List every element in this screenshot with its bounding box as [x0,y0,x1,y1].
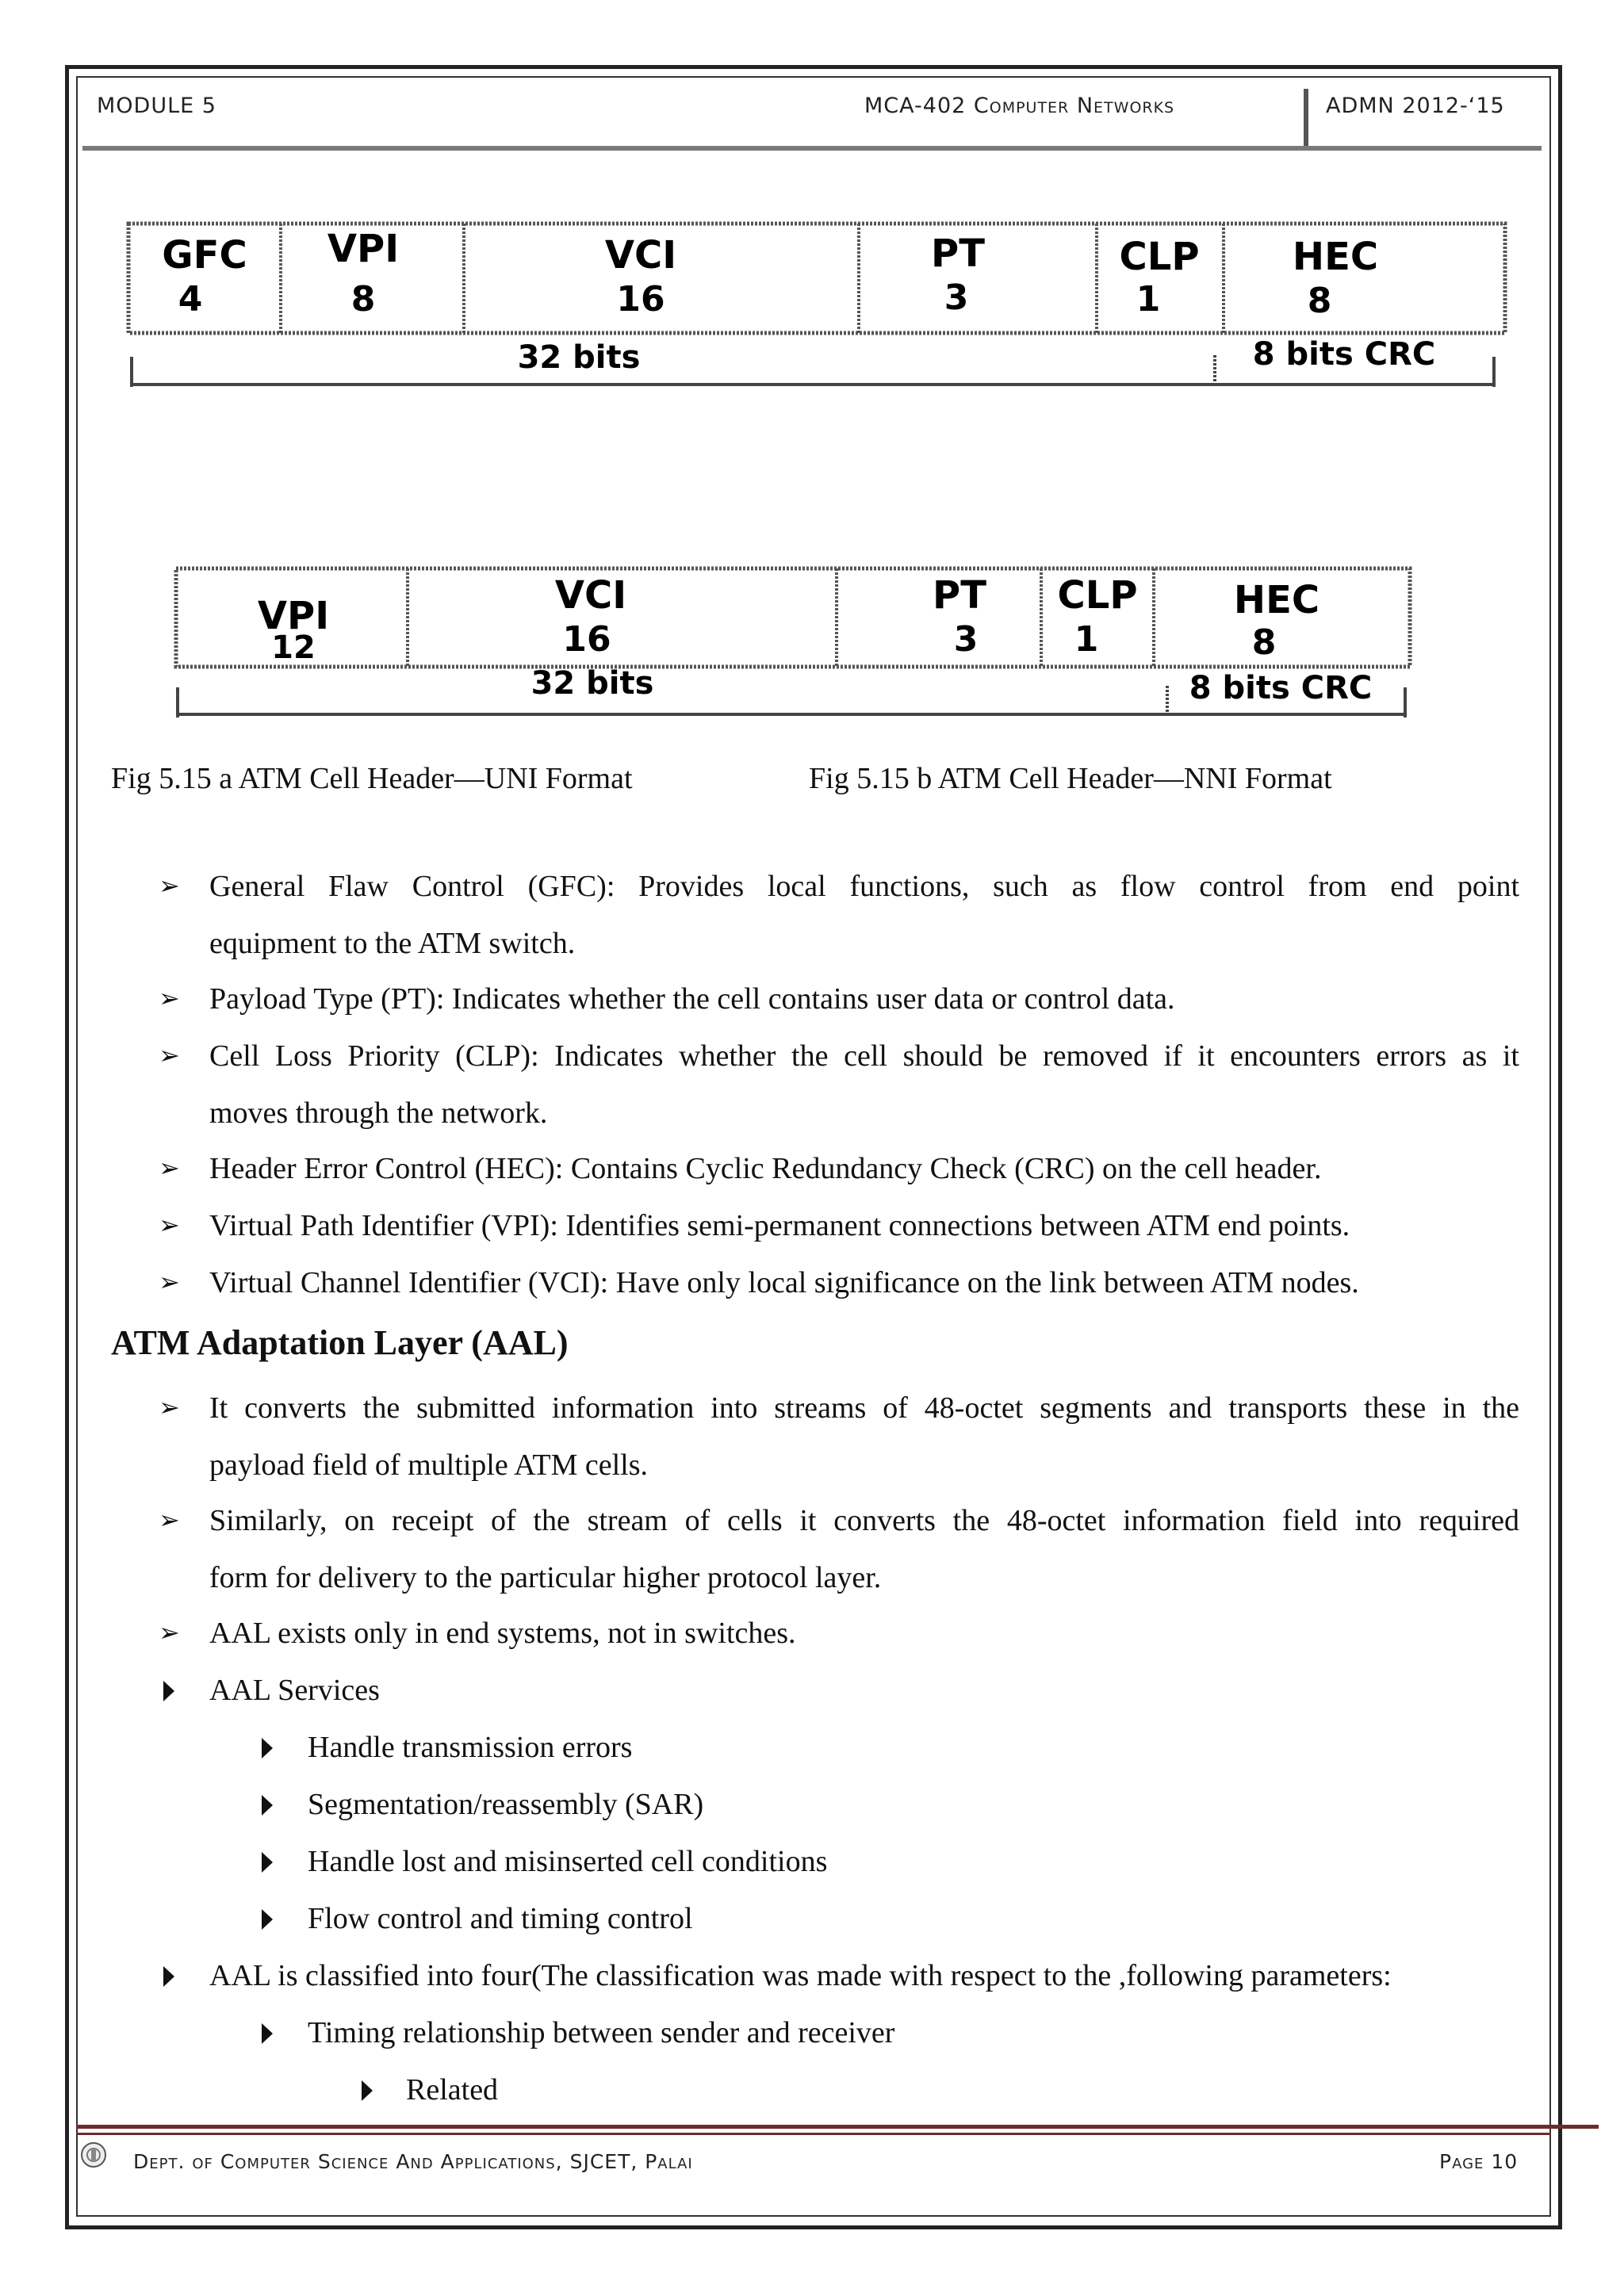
definition-clp-line2: moves through the network. [209,1096,548,1130]
aal-point-1-line1: It converts the submitted information into streams of 48-octet segments and transports these in the [209,1391,1519,1425]
footer-rule [76,2125,1551,2129]
definition-gfc-line1: General Flaw Control (GFC): Provides local functions, such as flow control from end point [209,870,1519,903]
aal-service-item: Segmentation/reassembly (SAR) [308,1788,704,1821]
uni-vpi-bits: 8 [350,279,376,320]
aal-classification-subsub: Related [406,2073,499,2107]
aal-point-1-line2: payload field of multiple ATM cells. [209,1448,649,1482]
definition-clp-line1: Cell Loss Priority (CLP): Indicates whether the cell should be removed if it encounters errors as it [209,1039,1519,1073]
aal-classification-sub: Timing relationship between sender and receiver [308,2016,895,2049]
triangle-bullet-icon [262,2023,273,2044]
triangle-bullet-icon [362,2080,373,2101]
arrow-bullet-icon: ➢ [159,1040,180,1070]
aal-services-title: AAL Services [209,1674,380,1707]
definition-pt: Payload Type (PT): Indicates whether the cell contains user data or control data. [209,982,1175,1016]
arrow-bullet-icon: ➢ [159,871,180,901]
nni-vci-name: VCI [554,573,627,618]
section-heading-aal: ATM Adaptation Layer (AAL) [111,1323,569,1362]
arrow-bullet-icon: ➢ [159,1392,180,1422]
triangle-bullet-icon [262,1795,273,1816]
uni-gfc-name: GFC [162,233,247,277]
nni-vci-bits: 16 [562,619,611,660]
header-divider [1304,89,1308,149]
footer-department: Dept. of Computer Science And Applications, SJCET, Palai [133,2150,693,2173]
definition-vci: Virtual Channel Identifier (VCI): Have only local significance on the link between ATM nodes. [209,1266,1359,1299]
header-rule [82,146,1542,151]
aal-point-2-line1: Similarly, on receipt of the stream of cells it converts the 48-octet information field into required [209,1504,1519,1537]
nni-vpi-name: VPI [257,594,330,638]
arrow-bullet-icon: ➢ [159,983,180,1013]
arrow-bullet-icon: ➢ [159,1153,180,1183]
nni-hec-bits: 8 [1251,622,1277,663]
uni-pt-name: PT [931,232,985,276]
nni-span-left: 32 bits [530,665,654,702]
figure-caption-b: Fig 5.15 b ATM Cell Header—NNI Format [809,762,1332,795]
figure-uni-header [111,214,1522,404]
arrow-bullet-icon: ➢ [159,1210,180,1240]
uni-clp-name: CLP [1119,235,1200,279]
aal-service-item: Handle transmission errors [308,1731,633,1764]
arrow-bullet-icon: ➢ [159,1617,180,1647]
college-logo-icon [79,2141,108,2169]
uni-hec-name: HEC [1292,235,1379,279]
uni-vpi-name: VPI [327,227,400,271]
uni-clp-bits: 1 [1136,279,1161,320]
uni-vci-bits: 16 [616,279,665,320]
nni-pt-bits: 3 [953,619,979,660]
uni-pt-bits: 3 [944,277,969,318]
arrow-bullet-icon: ➢ [159,1505,180,1535]
aal-point-3: AAL exists only in end systems, not in switches. [209,1617,796,1650]
triangle-bullet-icon [262,1852,273,1873]
aal-classification-title: AAL is classified into four(The classification was made with respect to the ,following parameters: [209,1959,1392,1992]
triangle-bullet-icon [163,1966,174,1987]
triangle-bullet-icon [163,1681,174,1701]
header-admn: ADMN 2012-‘15 [1326,94,1505,118]
uni-span-left: 32 bits [517,339,641,376]
figure-nni-header [167,559,1419,733]
uni-hec-bits: 8 [1307,281,1332,321]
aal-service-item: Handle lost and misinserted cell conditions [308,1845,828,1878]
footer-rule-extension [1551,2125,1599,2129]
nni-clp-name: CLP [1057,573,1138,618]
figure-caption-a: Fig 5.15 a ATM Cell Header—UNI Format [111,762,633,795]
uni-vci-name: VCI [604,233,677,277]
triangle-bullet-icon [262,1909,273,1930]
triangle-bullet-icon [262,1738,273,1758]
uni-gfc-bits: 4 [178,279,203,320]
footer-page-number: Page 10 [1439,2150,1519,2173]
header-module: MODULE 5 [97,94,216,118]
nni-span-right: 8 bits CRC [1189,670,1373,706]
definition-vpi: Virtual Path Identifier (VPI): Identifies semi-permanent connections between ATM end points. [209,1209,1350,1242]
nni-clp-bits: 1 [1074,619,1099,660]
header-course: MCA-402 Computer Networks [864,94,1175,118]
nni-pt-name: PT [933,573,986,618]
aal-service-item: Flow control and timing control [308,1902,693,1935]
nni-vpi-bits: 12 [271,629,316,666]
footer-rule-thin [76,2133,1551,2135]
definition-hec: Header Error Control (HEC): Contains Cyclic Redundancy Check (CRC) on the cell header. [209,1152,1322,1185]
aal-point-2-line2: form for delivery to the particular higher protocol layer. [209,1561,882,1594]
definition-gfc-line2: equipment to the ATM switch. [209,927,576,960]
uni-span-right: 8 bits CRC [1252,336,1436,373]
arrow-bullet-icon: ➢ [159,1267,180,1297]
nni-hec-name: HEC [1233,578,1320,622]
